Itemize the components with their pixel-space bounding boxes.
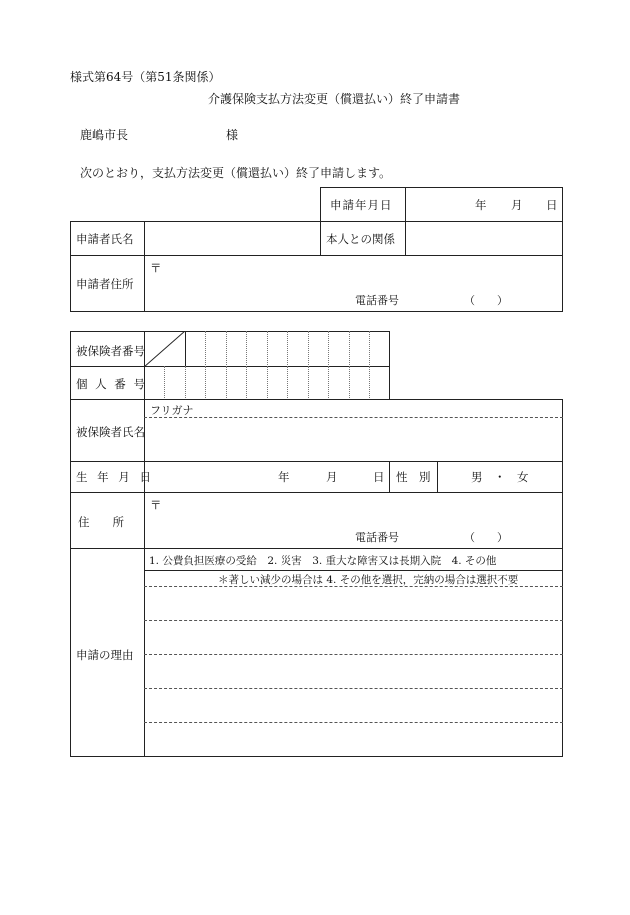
- applicant-name-label: 申請者氏名: [76, 232, 134, 246]
- slash-cell: [144, 331, 185, 367]
- reason-text-area[interactable]: [145, 587, 562, 756]
- birth-day-unit: 日: [373, 470, 385, 484]
- insured-number-label: 被保険者番号: [76, 344, 145, 358]
- insured-name-field[interactable]: [145, 418, 562, 461]
- furigana-label: フリガナ: [150, 404, 194, 417]
- addressee: 鹿嶋市長: [80, 128, 129, 142]
- insured-postal-mark: 〒: [150, 498, 162, 512]
- date-month-unit: 月: [511, 198, 523, 212]
- sex-options[interactable]: 男 ・ 女: [471, 470, 529, 484]
- birth-label: 生 年 月 日: [76, 470, 154, 484]
- insured-phone-paren: （ ）: [464, 531, 508, 544]
- birth-date-field[interactable]: [145, 462, 388, 492]
- insured-number-field[interactable]: [186, 332, 389, 366]
- form-number: 様式第64号（第51条関係）: [70, 70, 221, 84]
- relation-field[interactable]: [406, 222, 562, 255]
- birth-year-unit: 年: [278, 470, 290, 484]
- intro-text: 次のとおり，支払方法変更（償還払い）終了申請します。: [80, 166, 392, 180]
- sex-label: 性 別: [396, 470, 431, 484]
- date-day-unit: 日: [546, 198, 558, 212]
- birth-month-unit: 月: [326, 470, 338, 484]
- phone-label: 電話番号: [355, 294, 399, 307]
- insured-address-field[interactable]: [145, 493, 562, 548]
- phone-paren: （ ）: [464, 294, 508, 307]
- form-title: 介護保険支払方法変更（償還払い）終了申請書: [208, 92, 461, 106]
- applicant-address-label: 申請者住所: [76, 277, 134, 291]
- honorific: 様: [226, 128, 239, 142]
- relation-label: 本人との関係: [326, 232, 395, 246]
- applicant-address-field[interactable]: [145, 256, 562, 311]
- reason-options[interactable]: 1. 公費負担医療の受給 2. 災害 3. 重大な障害又は長期入院 4. その他: [149, 555, 497, 567]
- postal-mark: 〒: [150, 261, 162, 275]
- date-label: 申請年月日: [330, 198, 393, 212]
- insured-phone-label: 電話番号: [355, 531, 399, 544]
- date-year-unit: 年: [475, 198, 487, 212]
- personal-number-field[interactable]: [145, 367, 389, 399]
- date-input[interactable]: [406, 188, 562, 221]
- insured-address-label: 住 所: [78, 515, 124, 529]
- applicant-name-field[interactable]: [145, 222, 319, 255]
- reason-note: ＊著しい減少の場合は 4. その他を選択，完納の場合は選択不要: [218, 574, 519, 586]
- furigana-field[interactable]: [205, 400, 562, 416]
- reason-label: 申請の理由: [76, 648, 134, 662]
- insured-name-label: 被保険者氏名: [76, 425, 145, 439]
- personal-number-label: 個 人 番 号: [76, 377, 147, 391]
